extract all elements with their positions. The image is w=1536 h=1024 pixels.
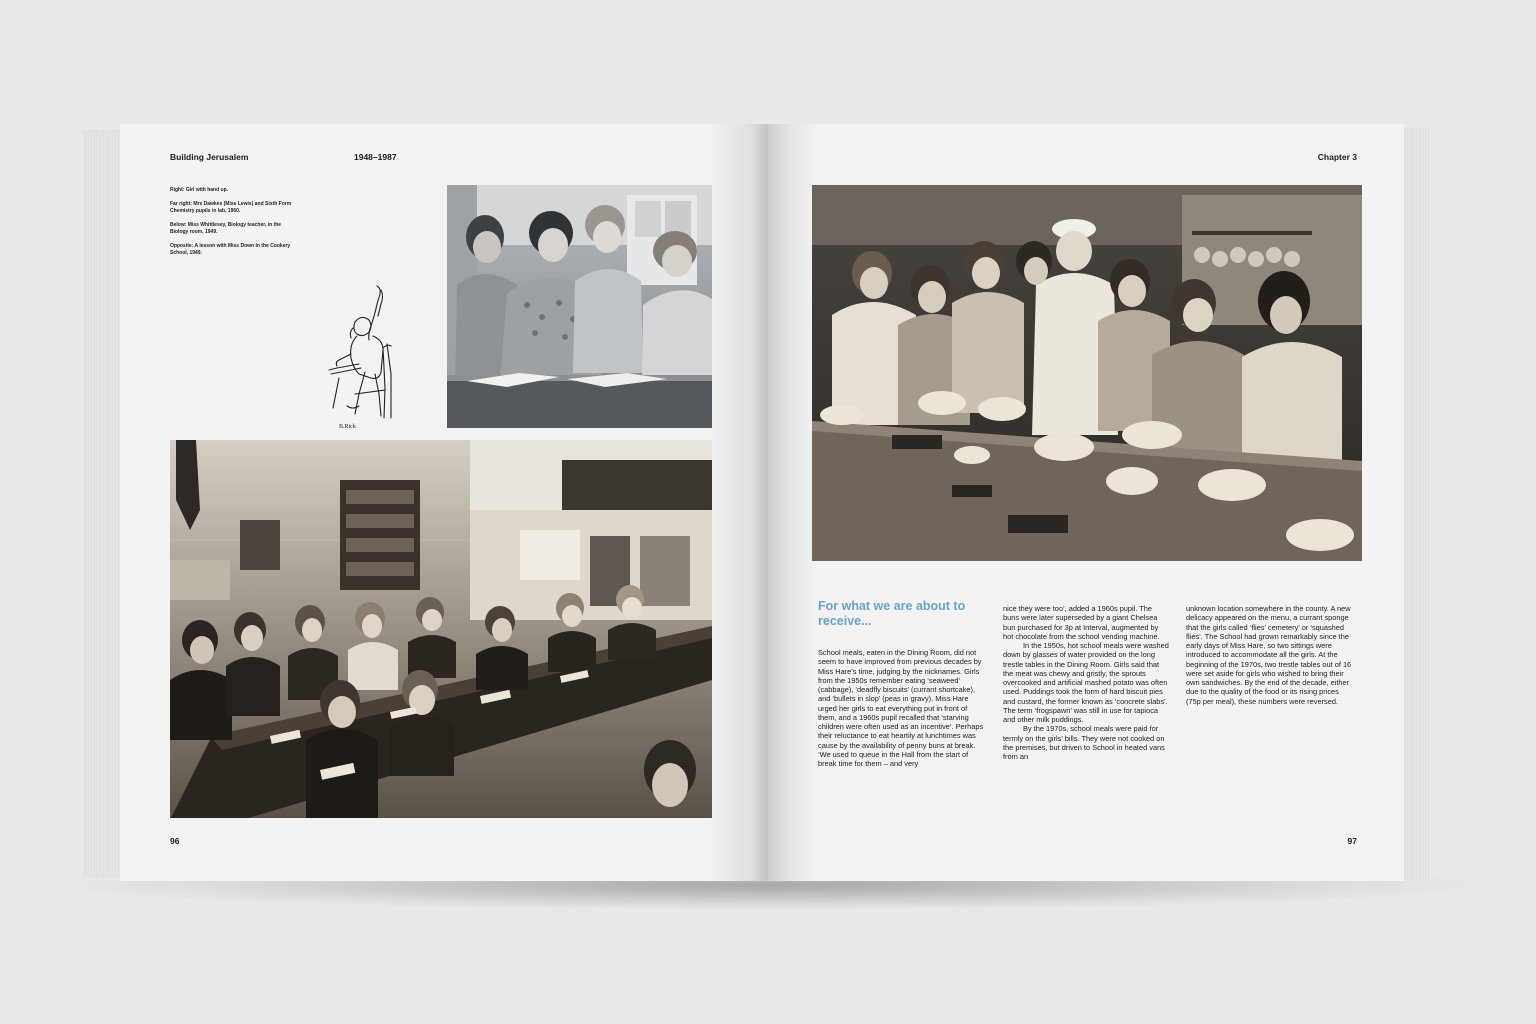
girl-hand-up-sketch xyxy=(325,284,405,434)
caption-below: Below: Miss Whittlesey, Biology teacher, in the Biology room, 1949. xyxy=(170,222,282,235)
photo-biology-room xyxy=(170,440,712,818)
photo-cookery-school xyxy=(812,185,1362,561)
text-column-2 xyxy=(1003,604,1169,761)
photo-captions xyxy=(170,187,300,264)
photo-chemistry-lab xyxy=(447,185,712,428)
right-page xyxy=(768,124,1404,881)
running-head-chapter: Chapter 3 xyxy=(1317,152,1357,162)
column-2-para-1: nice they were too’, added a 1960s pupil. The buns were later superseded by a giant Chelsea bun purchased for 3p at Interval, augmented by hot chocolate from the school vending machine. xyxy=(1003,604,1160,641)
running-head-title: Building Jerusalem xyxy=(170,152,249,162)
text-column-3 xyxy=(1186,604,1352,706)
gutter-shadow-right xyxy=(768,124,818,881)
page-edges-left xyxy=(83,130,123,878)
column-3-para-1: unknown location somewhere in the county. A new delicacy appeared on the menu, a currant sponge that the girls called ‘flies’ cemetery’ or ‘squashed flies’. The School had grown remarkably since the early days of Miss Hare, so two sittings were introduced to accommodate all the girls. At the beginning of the 1970s, two trestle tables out of 16 were set aside for girls who wished to bring their own sandwiches. By the end of the decade, either due to the quality of the food or its rising prices (75p per meal), these numbers were reversed. xyxy=(1186,604,1352,706)
caption-opposite: Opposite: A lesson with Miss Down in the Cookery School, 1949. xyxy=(170,243,291,256)
section-headline: For what we are about to receive... xyxy=(818,599,966,628)
left-page xyxy=(120,124,768,881)
column-1-para-1: School meals, eaten in the Dining Room, did not seem to have improved from previous decades by Miss Hare’s time, judging by the nicknames. Girls from the 1950s remember eating ‘seaweed’ (cabbage), ‘deadfly biscuits’ (currant shortcake), and ‘bullets in slop’ (peas in gravy). Miss Hare urged her girls to eat everything put in front of them, and a 1960s pupil recalled that ‘starving children were often used as an incentive’. Perhaps their reluctance to eat heartily at lunchtimes was cause by the availability of penny buns at break. ‘We used to queue in the Hall from the start of break time for them – and very xyxy=(818,648,984,768)
caption-right: Right: Girl with hand up. xyxy=(170,187,229,193)
sketch-signature: B.Rick xyxy=(339,424,356,430)
column-2-para-3: By the 1970s, school meals were paid for termly on the girls’ bills. They were not cooked on the premises, but driven to School in heated vans from an xyxy=(1003,724,1165,761)
column-2-para-2: In the 1950s, hot school meals were washed down by glasses of water provided on the long trestle tables in the Dining Room. Girls said that the meat was chewy and gristly, the sprouts overcooked and artificial mashed potato was often used. Puddings took the form of hard biscuit pies and custard, the former known as ‘concrete slabs’. The term ‘frogspawn’ was still in use for tapioca and other milk puddings. xyxy=(1003,641,1169,724)
caption-far-right: Far right: Mrs Dawkes (Miss Lewis) and Sixth Form Chemistry pupils in lab, 1960. xyxy=(170,201,292,214)
page-number-right: 97 xyxy=(1347,836,1357,846)
running-head-dates: 1948–1987 xyxy=(354,152,397,162)
page-number-left: 96 xyxy=(170,836,180,846)
text-column-1 xyxy=(818,648,984,768)
gutter-shadow-left xyxy=(708,124,768,881)
